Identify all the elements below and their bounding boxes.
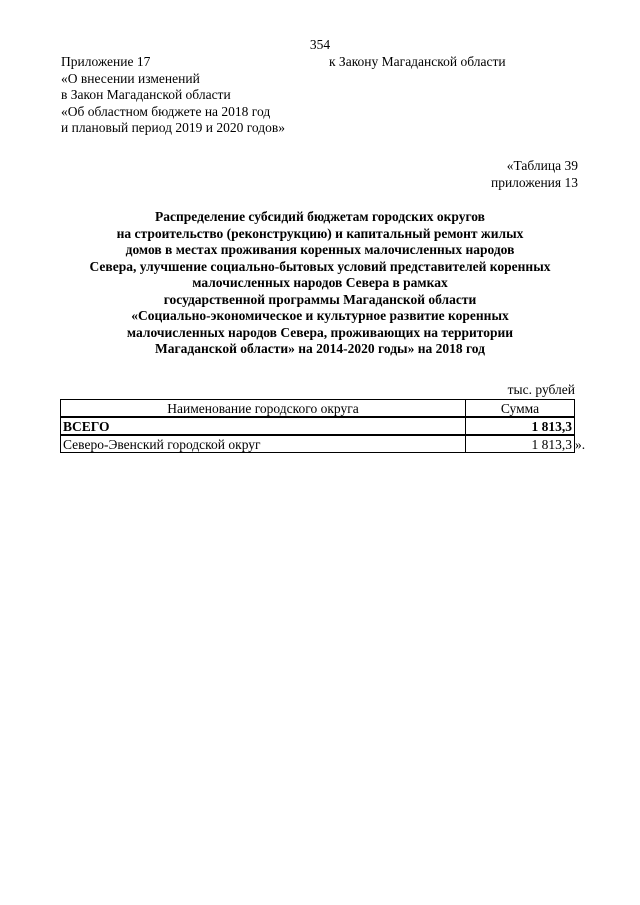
title-line: домов в местах проживания коренных малочисленных народов — [125, 242, 515, 257]
title-line: малочисленных народов Севера, проживающих на территории — [126, 324, 514, 340]
header-district-name: Наименование городского округа — [61, 400, 466, 418]
document-title — [40, 209, 600, 358]
district-name: Северо-Эвенский городской округ — [61, 435, 466, 453]
table-reference — [491, 158, 578, 191]
header-sum: Сумма — [466, 400, 575, 418]
title-line: государственной программы Магаданской области — [163, 291, 477, 307]
total-value: 1 813,3 — [466, 417, 575, 435]
table-row — [61, 435, 575, 453]
subsidy-table — [60, 399, 575, 453]
table-total-row — [61, 417, 575, 435]
title-line: Магаданской области» на 2014-2020 годы» на 2018 год — [155, 341, 485, 356]
law-reference: к Закону Магаданской области — [329, 54, 506, 69]
district-sum: 1 813,3 — [466, 435, 575, 453]
appendix-line: «О внесении изменений — [61, 70, 200, 86]
title-line: малочисленных народов Севера в рамках — [192, 275, 448, 290]
appendix-header — [61, 54, 285, 137]
appendix-line: «Об областном бюджете на 2018 год — [61, 103, 271, 119]
appendix-line: Приложение 17 — [61, 54, 151, 69]
total-label: ВСЕГО — [61, 417, 466, 435]
page-number: 354 — [309, 37, 331, 52]
appendix-line: и плановый период 2019 и 2020 годов» — [61, 120, 286, 135]
title-line: «Социально-экономическое и культурное развитие коренных — [131, 308, 509, 323]
table-reference-line: приложения 13 — [490, 174, 578, 190]
title-line: на строительство (реконструкцию) и капитальный ремонт жилых — [116, 225, 524, 241]
closing-quote-mark: ». — [575, 437, 586, 452]
unit-label: тыс. рублей — [507, 382, 575, 397]
table-header-row — [61, 400, 575, 418]
table-reference-line: «Таблица 39 — [506, 158, 578, 173]
title-line: Севера, улучшение социально-бытовых условий представителей коренных — [89, 258, 551, 274]
title-line: Распределение субсидий бюджетам городских округов — [155, 209, 485, 224]
appendix-line: в Закон Магаданской области — [61, 87, 231, 102]
